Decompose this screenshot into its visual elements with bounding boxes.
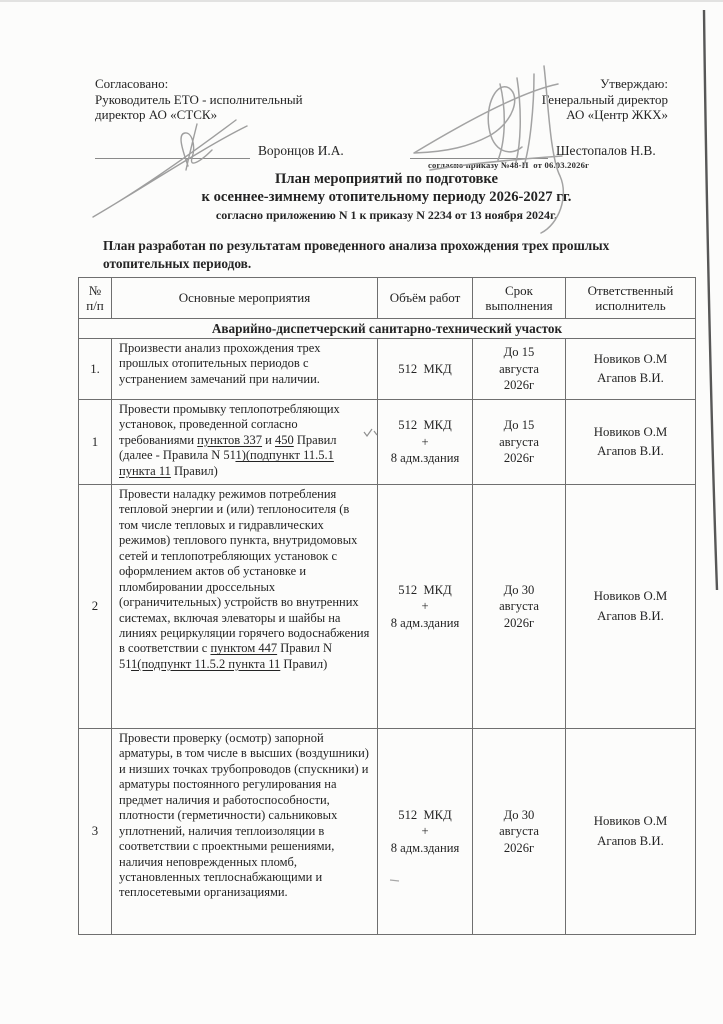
column-header: Основные мероприятия (112, 278, 378, 319)
deadline-cell: До 15 августа 2026г (473, 400, 566, 485)
responsible-cell: Новиков О.М Агапов В.И. (566, 400, 696, 485)
order-reference-note: согласно приказу №48-П от 06.03.2026г (428, 160, 590, 170)
table-section-row (79, 319, 696, 339)
approved-position-line1: Генеральный директор (541, 91, 668, 107)
voroncov-signature-line (95, 143, 344, 159)
shestopalov-signature-line (410, 143, 656, 159)
activity-text: Провести проверку (осмотр) запорной арматуры, в том числе в высших (воздушники) и низших точках трубопроводов (спускники) и арматуры постоянного регулирования на предмет наличия и работоспособности, плотности (герметичности) сальниковых уплотнений, наличия теплоизоляции в соответствии с проектными решениями, наличия неповрежденных пломб, установленных теплоснабжающими и теплосетевыми организациями. (119, 731, 369, 900)
underlined-reference: пунктом 447 (210, 641, 278, 656)
activity-text: и (262, 432, 275, 447)
column-header: Срок выполнения (473, 278, 566, 319)
table-row (79, 339, 696, 400)
signature-underline (410, 145, 548, 159)
activity-text: Правил) (170, 463, 218, 478)
column-header: Объём работ (378, 278, 473, 319)
underlined-reference: пунктов 337 (197, 432, 263, 447)
deadline-cell: До 30 августа 2026г (473, 729, 566, 935)
intro-paragraph: План разработан по результатам проведенного анализа прохождения трех прошлых отопительных периодов. (103, 238, 610, 271)
signature-underline (95, 145, 250, 159)
activity-text: Правил N 51 (119, 641, 333, 671)
agreed-position-line1: Руководитель ЕТО - исполнительный (95, 91, 303, 107)
row-number-cell: 2 (79, 485, 112, 729)
activity-text: Правил) (280, 656, 328, 671)
activity-cell (112, 400, 378, 485)
responsible-cell: Новиков О.М Агапов В.И. (566, 485, 696, 729)
volume-cell: 512 МКД + 8 адм.здания (378, 400, 473, 485)
volume-cell: 512 МКД + 8 адм.здания (378, 729, 473, 935)
table-row (79, 485, 696, 729)
title-line-1: План мероприятий по подготовке (275, 171, 498, 187)
deadline-cell: До 15 августа 2026г (473, 339, 566, 400)
underlined-reference: 450 (275, 432, 294, 447)
activity-cell (112, 339, 378, 400)
scan-edge-line (704, 10, 717, 590)
section-title: Аварийно-диспетчерский санитарно-технический участок (79, 319, 696, 339)
approved-by-block (542, 76, 668, 123)
agreed-label: Согласовано: (95, 76, 169, 91)
responsible-cell: Новиков О.М Агапов В.И. (566, 729, 696, 935)
scan-top-edge (0, 0, 723, 2)
volume-cell: 512 МКД (378, 339, 473, 400)
approved-label: Утверждаю: (600, 76, 668, 91)
activity-text: Правил (далее - Правила N 51 (119, 432, 337, 463)
shestopalov-name: Шестопалов Н.В. (556, 143, 656, 158)
activity-text: Провести промывку теплопотребляющих установок, проведенной согласно требованиями (119, 402, 340, 447)
title-line-2: к осеннее-зимнему отопительному периоду 2026-2027 гг. (201, 188, 572, 205)
underlined-reference: 1(подпункт 11.5.2 пункта 11 (131, 656, 281, 671)
table-header-row (79, 278, 696, 319)
responsible-cell: Новиков О.М Агапов В.И. (566, 339, 696, 400)
plan-table (78, 277, 696, 935)
document-title (78, 171, 695, 223)
activity-text: Провести наладку режимов потребления тепловой энергии и (или) теплоносителя (в том числе тепловых и гидравлических режимов) теплового пункта, внутридомовых сетей и теплопотребляющих установок с оформлением актов об установке и пломбировании дроссельных (ограничительных) устройств во внутренних системах, включая элеваторы и шайбы на линиях рециркуляции горячего водоснабжения в соответствии с (119, 487, 370, 656)
approved-position-line2: АО «Центр ЖКХ» (566, 107, 668, 123)
column-header: № п/п (79, 278, 112, 319)
row-number-cell: 1. (79, 339, 112, 400)
column-header: Ответственный исполнитель (566, 278, 696, 319)
activity-cell (112, 729, 378, 935)
voroncov-name: Воронцов И.А. (258, 143, 344, 158)
activity-text: Произвести анализ прохождения трех прошлых отопительных периодов с устранением замечаний при наличии. (119, 341, 321, 386)
title-line-3: согласно приложению N 1 к приказу N 2234 от 13 ноября 2024г. (215, 207, 558, 222)
agreed-position-line2: директор АО «СТСК» (95, 107, 218, 123)
deadline-cell: До 30 августа 2026г (473, 485, 566, 729)
underlined-reference: 1)(подпункт 11.5.1 пункта 11 (119, 448, 334, 478)
activity-cell (112, 485, 378, 729)
volume-cell: 512 МКД + 8 адм.здания (378, 485, 473, 729)
agreed-by-block (95, 76, 303, 123)
table-row (79, 729, 696, 935)
table-row (79, 400, 696, 485)
row-number-cell: 1 (79, 400, 112, 485)
row-number-cell: 3 (79, 729, 112, 935)
